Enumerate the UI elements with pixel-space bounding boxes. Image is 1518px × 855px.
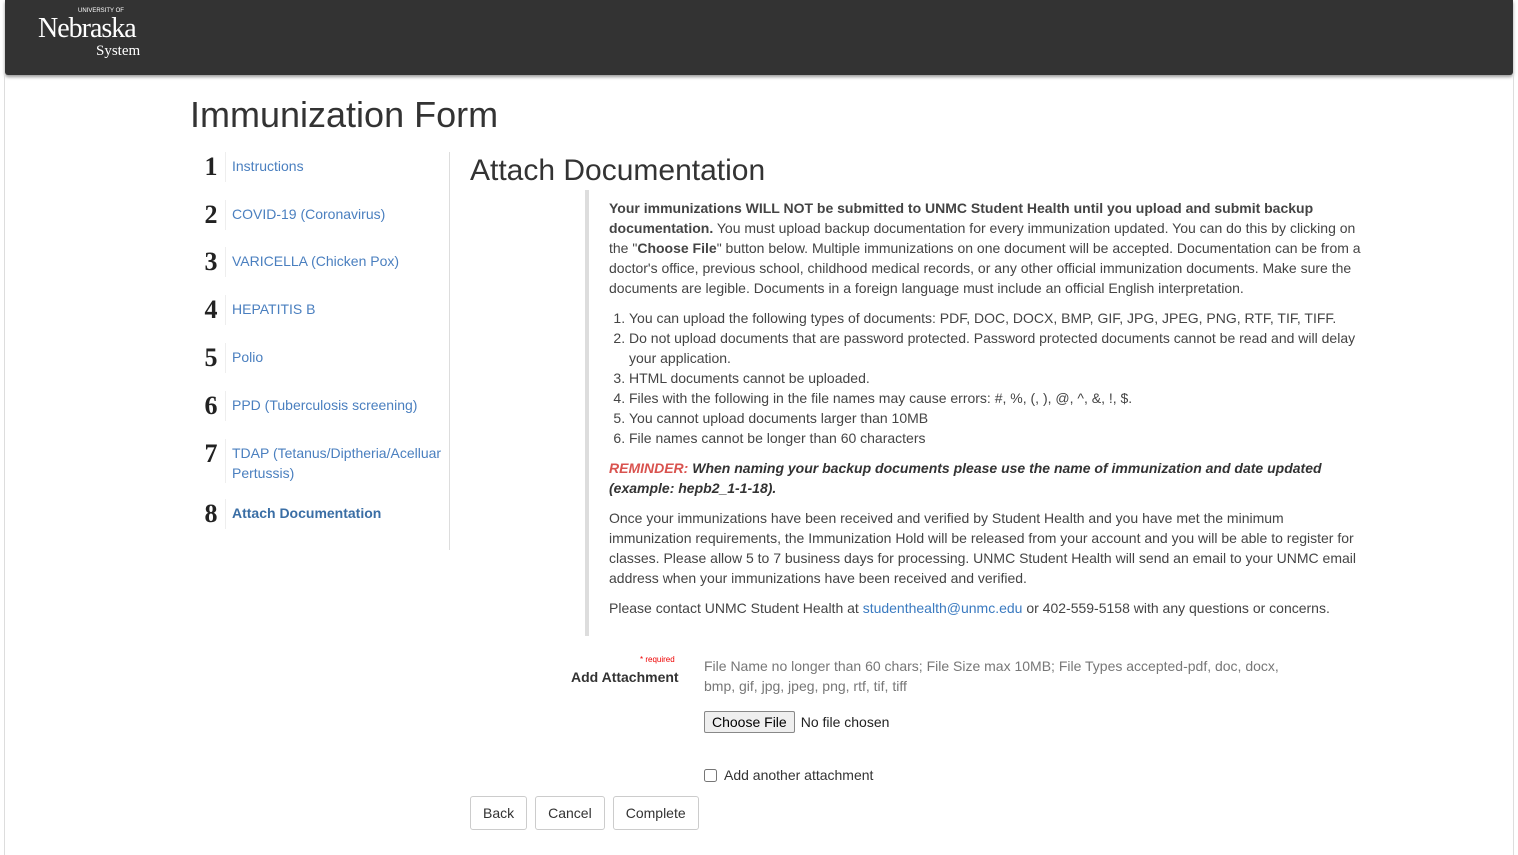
add-another-label: Add another attachment <box>724 767 874 783</box>
step-link[interactable]: HEPATITIS B <box>232 301 316 317</box>
step-number: 3 <box>200 247 226 277</box>
contact-text-2: or 402-559-5158 with any questions or concerns. <box>1022 600 1330 616</box>
cancel-button[interactable]: Cancel <box>535 796 605 830</box>
page-title: Immunization Form <box>190 94 499 135</box>
reminder-text: When naming your backup documents please use the name of immunization and date updated (example: hepb2_1-1-18). <box>609 460 1322 496</box>
step-number: 5 <box>200 343 226 373</box>
email-link[interactable]: studenthealth@unmc.edu <box>862 600 1023 616</box>
required-marker: * required <box>640 655 675 664</box>
step-number: 8 <box>200 499 226 529</box>
step-link[interactable]: PPD (Tuberculosis screening) <box>232 397 418 413</box>
intro-text-2: " button below. Multiple immunizations on one document will be accepted. Documentation can be from a doctor's office, previous school, childhood medical records, or any other official immunization documents. Make sure the documents are legible. Documents in a foreign language must include an official English interpretation. <box>609 240 1361 296</box>
intro-text: You must upload backup documentation for every immunization updated. You can do this by clicking on the " <box>609 220 1356 256</box>
step-link[interactable]: Polio <box>232 349 264 365</box>
form-buttons <box>470 796 699 830</box>
step-2[interactable] <box>200 200 447 230</box>
rule-item: 2. Do not upload documents that are password protected. Password protected documents cannot be read and will delay your application. <box>629 328 1365 368</box>
file-input[interactable] <box>704 711 889 733</box>
complete-button[interactable]: Complete <box>613 796 699 830</box>
processing-text: Once your immunizations have been received and verified by Student Health and you have met the minimum immunization requirements, the Immunization Hold will be released from your account and you will be able to register for classes. Please allow 5 to 7 business days for processing. UNMC Student Health will send an email to your UNMC email address when your immunizations have been received and verified. <box>609 510 1356 586</box>
intro-bold: Your immunizations WILL NOT be submitted to UNMC Student Health until you upload and submit backup documentation. <box>609 200 1314 236</box>
step-4[interactable] <box>200 295 447 325</box>
step-link[interactable]: Attach Documentation <box>232 505 382 521</box>
choose-file-ref: Choose File <box>637 240 717 256</box>
instructions-panel <box>585 190 1365 636</box>
attachment-hint: File Name no longer than 60 chars; File Size max 10MB; File Types accepted-pdf, doc, docx, bmp, gif, jpg, jpeg, png, rtf, tif, tiff <box>704 658 1279 694</box>
rule-item: 1. You can upload the following types of documents: PDF, DOC, DOCX, BMP, GIF, JPG, JPEG, PNG, RTF, TIF, TIFF. <box>629 308 1365 328</box>
rule-item: 4. Files with the following in the file names may cause errors: #, %, (, ), @, ^, &, !, $. <box>629 388 1365 408</box>
step-link[interactable]: Instructions <box>232 158 304 174</box>
step-link[interactable]: VARICELLA (Chicken Pox) <box>232 253 400 269</box>
rule-item: 3. HTML documents cannot be uploaded. <box>629 368 1365 388</box>
step-5[interactable] <box>200 343 447 373</box>
step-number: 1 <box>200 152 226 182</box>
reminder-label: REMINDER: <box>609 460 689 476</box>
logo-system: System <box>96 43 141 59</box>
steps-sidebar <box>200 152 450 550</box>
rule-item: 5. You cannot upload documents larger than 10MB <box>629 408 1365 428</box>
frame-right <box>1513 75 1514 855</box>
step-number: 7 <box>200 439 226 483</box>
step-3[interactable] <box>200 247 447 277</box>
step-link[interactable]: COVID-19 (Coronavirus) <box>232 206 386 222</box>
rule-item: 6. File names cannot be longer than 60 characters <box>629 428 1365 448</box>
nebraska-logo[interactable] <box>38 8 140 60</box>
step-number: 2 <box>200 200 226 230</box>
add-another-attachment[interactable] <box>704 767 873 783</box>
step-number: 6 <box>200 391 226 421</box>
site-header <box>5 0 1513 75</box>
logo-name: Nebraska <box>38 13 136 44</box>
step-1[interactable] <box>200 152 447 182</box>
contact-text: Please contact UNMC Student Health at <box>609 600 863 616</box>
choose-file-button[interactable]: Choose File <box>704 711 795 733</box>
step-6[interactable] <box>200 391 447 421</box>
frame-left <box>4 75 5 855</box>
add-another-checkbox[interactable] <box>704 769 717 782</box>
step-8[interactable] <box>200 499 447 529</box>
section-title: Attach Documentation <box>470 154 766 187</box>
step-link[interactable]: TDAP (Tetanus/Diptheria/Acelluar Pertussis) <box>232 445 442 481</box>
rules-list <box>629 308 1365 448</box>
file-status: No file chosen <box>800 714 890 730</box>
logo-university: UNIVERSITY OF <box>78 8 124 14</box>
step-number: 4 <box>200 295 226 325</box>
step-7[interactable] <box>200 439 447 483</box>
back-button[interactable]: Back <box>470 796 527 830</box>
add-attachment-label: Add Attachment <box>571 669 679 685</box>
